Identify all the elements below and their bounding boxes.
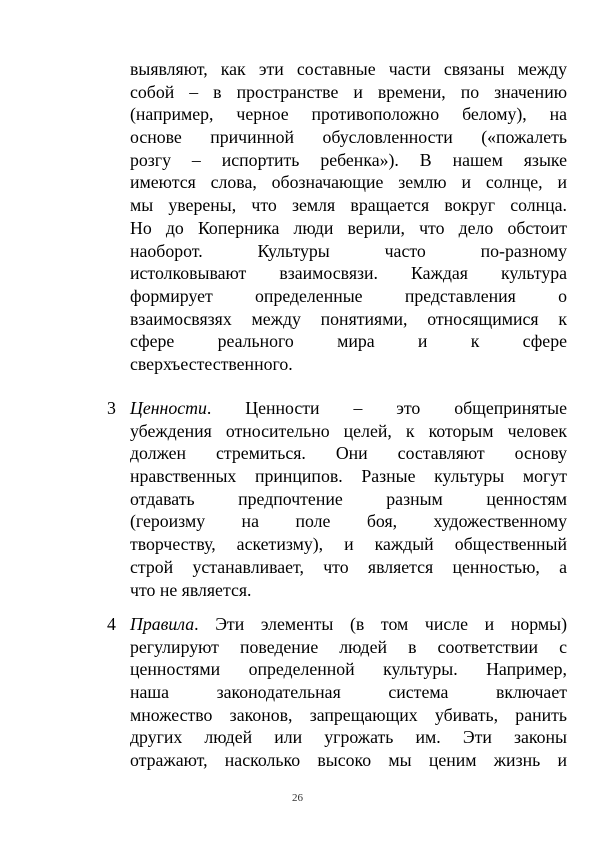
- page-number: 26: [292, 792, 303, 804]
- text-line: сверхъестественного.: [130, 353, 293, 374]
- list-item-first-line: [130, 397, 567, 420]
- text-line: нравственных принципов. Разные культуры могут: [130, 466, 567, 487]
- text-line: Но до Коперника люди верили, что дело обстоит: [130, 217, 567, 238]
- text-line: мы уверены, что земля вращается вокруг солнца.: [130, 195, 567, 216]
- text-line: (героизму на поле боя, художественному: [130, 511, 567, 532]
- text-line: отражают, насколько высоко мы ценим жизнь и: [130, 750, 567, 771]
- text-line: что не является.: [130, 579, 252, 600]
- text-line: наоборот. Культуры часто по-разному: [130, 240, 567, 261]
- term-definition-start: . Эти элементы (в том числе и нормы): [194, 614, 567, 634]
- paragraph-relations: [130, 58, 567, 376]
- text-line: других людей или угрожать им. Эти законы: [130, 727, 567, 748]
- text-line: формирует определенные представления о: [130, 285, 567, 306]
- text-line: творчеству, аскетизму), и каждый общественный: [130, 534, 567, 555]
- text-line: ценностями определенной культуры. Например,: [130, 659, 567, 680]
- text-line: регулируют поведение людей в соответствии с: [130, 636, 567, 657]
- text-line: должен стремиться. Они составляют основу: [130, 443, 567, 464]
- text-line: наша законодательная система включает: [130, 682, 567, 703]
- list-item-values: [130, 397, 567, 601]
- list-number-4: 4: [107, 614, 116, 634]
- text-line: собой – в пространстве и времени, по значению: [130, 81, 567, 102]
- text-line: истолковывают взаимосвязи. Каждая культура: [130, 263, 567, 284]
- text-line: основе причинной обусловленности («пожалеть: [130, 127, 567, 148]
- text-line: отдавать предпочтение разным ценностям: [130, 488, 567, 509]
- text-line: (например, черное противоположно белому), на: [130, 104, 567, 125]
- list-item-first-line: [130, 613, 567, 636]
- list-number-3: 3: [107, 398, 116, 418]
- text-line: строй устанавливает, что является ценностью, а: [130, 556, 567, 577]
- term-values: Ценности: [130, 398, 207, 418]
- text-line: множество законов, запрещающих убивать, ранить: [130, 704, 567, 725]
- text-line: взаимосвязях между понятиями, относящимися к: [130, 308, 567, 329]
- text-line: имеются слова, обозначающие землю и солнце, и: [130, 172, 567, 193]
- term-definition-start: . Ценности – это общепринятые: [206, 398, 567, 418]
- text-line: убеждения относительно целей, к которым человек: [130, 420, 567, 441]
- list-item-rules: [130, 613, 567, 772]
- term-rules: Правила: [130, 614, 195, 634]
- text-line: сфере реального мира и к сфере: [130, 331, 567, 352]
- text-line: розгу – испортить ребенка»). В нашем языке: [130, 149, 567, 170]
- text-line: выявляют, как эти составные части связаны между: [130, 59, 567, 79]
